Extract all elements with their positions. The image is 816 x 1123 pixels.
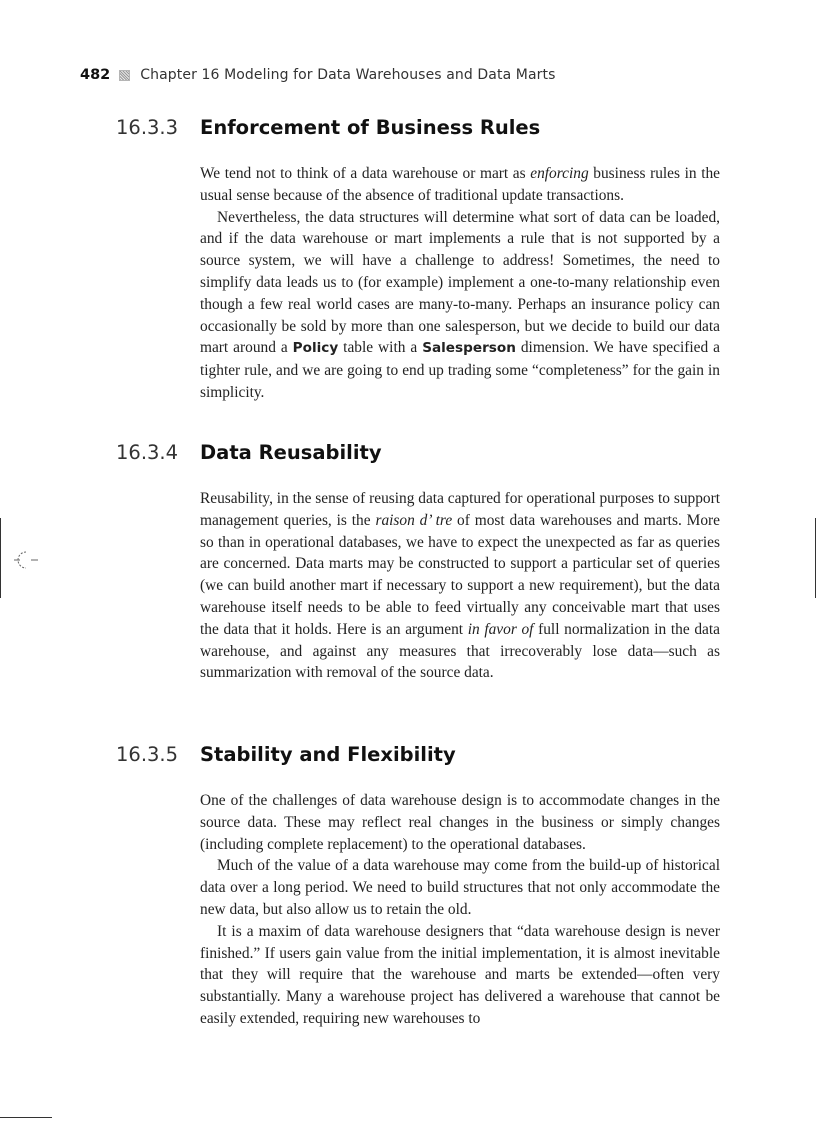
paragraph: Reusability, in the sense of reusing data captured for operational purposes to support management queries, is the raison d’ tre of most data warehouses and marts. More so than in operational databases, we have to expect the unexpected as far as queries are concerned. Data marts may be constructed to support a particular set of queries (we can build another mart if necessary to support a new requirement), but the data warehouse itself needs to be able to feed virtually any conceivable mart that uses the data that it holds. Here is an argument in favor of full normalization in the data warehouse, and against any measures that irrecoverably lose data—such as summarization with removal of the source data. [200, 490, 721, 682]
section-body-16-3-4 [200, 488, 720, 684]
paragraph: We tend not to think of a data warehouse or mart as enforcing business rules in the usual sense because of the absence of traditional update transactions. [200, 165, 720, 204]
section-body-16-3-5 [200, 790, 720, 1030]
emphasis: raison d’ tre [375, 511, 453, 529]
section-number: 16.3.3 [116, 116, 179, 139]
section-title: Data Reusability [200, 441, 382, 464]
crop-mark-left [0, 518, 1, 598]
paragraph: Much of the value of a data warehouse may come from the build-up of historical data over a long period. We need to build structures that not only accommodate the new data, but also allow us to retain the old. [200, 857, 720, 918]
term-salesperson: Salesperson [422, 340, 516, 357]
emphasis: in favor of [467, 620, 534, 638]
section-heading-16-3-3 [116, 116, 540, 144]
crop-mark-bottom [0, 1117, 52, 1118]
paragraph: Nevertheless, the data structures will determine what sort of data can be loaded, and if the data warehouse or mart implements a rule that is not supported by a source system, we will have a challenge to address! Sometimes, the need to simplify data leads us to (for example) implement a one-to-many relationship even though a few real world cases are many-to-many. Perhaps an insurance policy can occasionally be sold by more than one salesperson, but we decide to build our data mart around a Policy table with a Salesperson dimension. We have specified a tighter rule, and we are going to end up trading some “completeness” for the gain in simplicity. [200, 208, 720, 401]
paragraph: It is a maxim of data warehouse designers that “data warehouse design is never finished.” If users gain value from the initial implementation, it is almost inevitable that they will require that the warehouse and marts be extended—often very substantially. Many a warehouse project has delivered a warehouse that cannot be easily extended, requiring new warehouses to [200, 922, 720, 1027]
emphasis: enforcing [530, 165, 589, 182]
section-title: Stability and Flexibility [200, 743, 456, 766]
section-body-16-3-3 [200, 163, 720, 404]
paragraph: One of the challenges of data warehouse design is to accommodate changes in the source data. These may reflect real changes in the business or simply changes (including complete replacement) to the operational databases. [200, 792, 720, 853]
section-number: 16.3.5 [116, 743, 179, 766]
page-number: 482 [80, 67, 111, 83]
square-bullet-icon [119, 70, 130, 81]
section-heading-16-3-5 [116, 743, 456, 771]
running-title: Chapter 16 Modeling for Data Warehouses and Data Marts [140, 67, 556, 83]
registration-mark-icon [14, 548, 38, 572]
term-policy: Policy [292, 340, 339, 357]
section-heading-16-3-4 [116, 441, 382, 469]
running-header [80, 62, 720, 88]
section-title: Enforcement of Business Rules [200, 116, 541, 139]
section-number: 16.3.4 [116, 441, 179, 464]
